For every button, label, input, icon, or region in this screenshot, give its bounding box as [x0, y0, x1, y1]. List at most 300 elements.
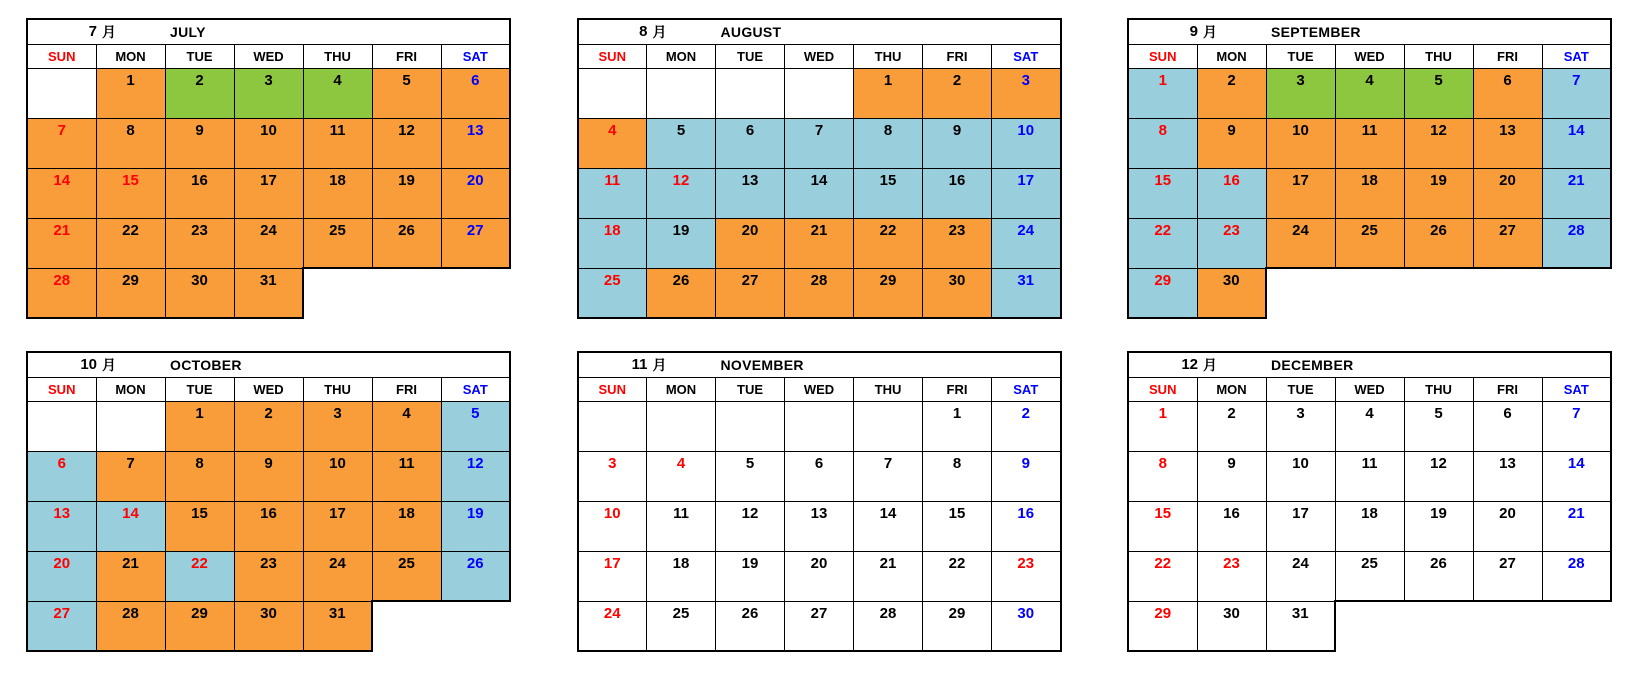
day-cell — [1542, 551, 1611, 601]
day-cell — [96, 551, 165, 601]
day-number: 16 — [1017, 504, 1035, 522]
day-cell — [854, 68, 923, 118]
day-number: 12 — [672, 171, 690, 189]
day-cell — [1128, 268, 1197, 318]
day-number: 11 — [398, 454, 415, 472]
empty-day-cell — [647, 68, 716, 118]
day-cell — [785, 268, 854, 318]
day-number: 21 — [1567, 504, 1585, 522]
day-number: 24 — [1292, 221, 1309, 239]
day-number: 22 — [948, 554, 966, 572]
day-number: 20 — [1499, 171, 1516, 189]
day-number: 7 — [1572, 404, 1581, 422]
day-cell — [716, 551, 785, 601]
day-cell — [923, 551, 992, 601]
day-number: 7 — [814, 121, 824, 139]
empty-day-cell — [96, 401, 165, 451]
day-cell — [1197, 451, 1266, 501]
day-number: 23 — [948, 221, 966, 239]
day-number: 8 — [195, 454, 204, 472]
day-cell — [1335, 168, 1404, 218]
day-number: 12 — [398, 121, 415, 139]
day-cell — [1266, 401, 1335, 451]
day-header-wed: WED — [1335, 377, 1404, 401]
day-number: 11 — [604, 171, 621, 189]
day-number: 11 — [1361, 454, 1378, 472]
day-number: 3 — [1296, 71, 1305, 89]
day-number: 28 — [1567, 554, 1585, 572]
day-number: 18 — [329, 171, 346, 189]
day-number: 30 — [948, 271, 966, 289]
day-header-fri: FRI — [372, 377, 441, 401]
day-number: 28 — [810, 271, 828, 289]
month-number: 8 — [639, 23, 648, 41]
month-title — [578, 352, 1061, 377]
day-cell — [854, 601, 923, 651]
month-kanji: 月 — [102, 356, 116, 373]
day-number: 7 — [57, 121, 66, 139]
day-cell — [303, 501, 372, 551]
month-kanji: 月 — [652, 23, 667, 40]
day-cell — [1335, 218, 1404, 268]
day-number: 16 — [948, 171, 966, 189]
day-number: 9 — [1227, 121, 1236, 139]
day-cell — [1197, 168, 1266, 218]
day-cell — [234, 401, 303, 451]
calendar-october — [26, 351, 511, 652]
empty-day-cell — [854, 401, 923, 451]
day-cell — [578, 268, 647, 318]
day-number: 5 — [471, 404, 480, 422]
day-cell — [372, 218, 441, 268]
day-number: 2 — [1227, 71, 1236, 89]
day-header-mon: MON — [1197, 44, 1266, 68]
day-cell — [923, 268, 992, 318]
day-number: 26 — [398, 221, 415, 239]
day-number: 27 — [466, 221, 484, 239]
day-cell — [27, 601, 96, 651]
day-header-tue: TUE — [716, 377, 785, 401]
day-header-wed: WED — [1335, 44, 1404, 68]
day-header-mon: MON — [1197, 377, 1266, 401]
day-header-fri: FRI — [923, 44, 992, 68]
day-number: 27 — [741, 271, 759, 289]
day-cell — [992, 218, 1061, 268]
day-number: 4 — [402, 404, 411, 422]
day-number: 8 — [126, 121, 135, 139]
day-header-sun: SUN — [27, 44, 96, 68]
day-cell — [854, 118, 923, 168]
day-cell — [372, 168, 441, 218]
day-number: 19 — [398, 171, 415, 189]
day-cell — [1266, 601, 1335, 651]
day-cell — [1128, 168, 1197, 218]
month-name-en: AUGUST — [720, 23, 782, 40]
month-kanji: 月 — [652, 356, 667, 373]
day-cell — [992, 551, 1061, 601]
day-number: 24 — [1017, 221, 1035, 239]
day-cell — [1335, 68, 1404, 118]
day-cell — [1128, 451, 1197, 501]
day-number: 28 — [122, 604, 139, 622]
day-number: 10 — [260, 121, 277, 139]
day-cell — [716, 218, 785, 268]
day-cell — [785, 451, 854, 501]
day-number: 30 — [1017, 604, 1035, 622]
day-cell — [1404, 218, 1473, 268]
day-cell — [303, 601, 372, 651]
day-number: 26 — [1430, 221, 1447, 239]
day-cell — [27, 451, 96, 501]
day-cell — [1128, 601, 1197, 651]
day-number: 19 — [466, 504, 484, 522]
day-number: 15 — [879, 171, 897, 189]
day-number: 23 — [260, 554, 277, 572]
day-cell — [1335, 501, 1404, 551]
day-header-tue: TUE — [1266, 44, 1335, 68]
day-cell — [96, 118, 165, 168]
day-number: 16 — [191, 171, 208, 189]
day-header-fri: FRI — [1473, 377, 1542, 401]
day-header-mon: MON — [647, 377, 716, 401]
day-number: 22 — [122, 221, 139, 239]
day-header-sun: SUN — [27, 377, 96, 401]
day-number: 19 — [741, 554, 759, 572]
day-cell — [992, 68, 1061, 118]
day-number: 6 — [1503, 71, 1512, 89]
day-cell — [578, 601, 647, 651]
day-cell — [27, 501, 96, 551]
day-cell — [785, 118, 854, 168]
day-number: 22 — [191, 554, 208, 572]
day-cell — [578, 451, 647, 501]
day-number: 15 — [122, 171, 139, 189]
day-number: 2 — [264, 404, 273, 422]
day-cell — [96, 268, 165, 318]
day-number: 17 — [260, 171, 277, 189]
day-number: 3 — [264, 71, 273, 89]
day-number: 19 — [1430, 171, 1447, 189]
day-number: 25 — [1361, 554, 1378, 572]
day-cell — [1266, 501, 1335, 551]
day-cell — [96, 168, 165, 218]
day-number: 25 — [603, 271, 621, 289]
day-cell — [578, 501, 647, 551]
day-number: 3 — [333, 404, 342, 422]
month-title — [578, 19, 1061, 44]
no-cell — [1404, 268, 1473, 318]
day-number: 1 — [883, 71, 893, 89]
day-cell — [1404, 168, 1473, 218]
month-number: 12 — [1181, 356, 1198, 374]
day-number: 7 — [883, 454, 893, 472]
day-cell — [1542, 218, 1611, 268]
day-header-fri: FRI — [1473, 44, 1542, 68]
day-number: 10 — [329, 454, 346, 472]
day-number: 6 — [1503, 404, 1512, 422]
day-cell — [1473, 451, 1542, 501]
no-cell — [1335, 601, 1404, 651]
day-cell — [854, 218, 923, 268]
day-cell — [1335, 551, 1404, 601]
day-number: 15 — [948, 504, 966, 522]
day-cell — [165, 501, 234, 551]
day-cell — [647, 451, 716, 501]
day-header-sat: SAT — [441, 377, 510, 401]
day-cell — [647, 168, 716, 218]
day-number: 15 — [1154, 171, 1172, 189]
day-cell — [303, 168, 372, 218]
day-number: 14 — [1567, 454, 1585, 472]
day-number: 26 — [672, 271, 690, 289]
day-number: 22 — [879, 221, 897, 239]
day-number: 25 — [329, 221, 346, 239]
day-number: 14 — [1567, 121, 1585, 139]
day-number: 10 — [1292, 121, 1309, 139]
calendar-july — [26, 18, 511, 319]
day-number: 22 — [1154, 221, 1172, 239]
day-cell — [1473, 551, 1542, 601]
day-cell — [1128, 68, 1197, 118]
day-cell — [1473, 218, 1542, 268]
day-cell — [96, 501, 165, 551]
day-number: 19 — [1430, 504, 1447, 522]
day-cell — [1266, 218, 1335, 268]
day-cell — [303, 451, 372, 501]
day-number: 29 — [1154, 604, 1172, 622]
calendar-september — [1127, 18, 1612, 319]
day-number: 11 — [329, 121, 346, 139]
day-cell — [1197, 601, 1266, 651]
day-number: 20 — [1499, 504, 1516, 522]
day-number: 1 — [1158, 404, 1167, 422]
day-number: 4 — [1365, 71, 1374, 89]
empty-day-cell — [27, 401, 96, 451]
day-number: 17 — [603, 554, 621, 572]
empty-day-cell — [785, 68, 854, 118]
day-number: 13 — [741, 171, 759, 189]
day-cell — [96, 218, 165, 268]
day-header-sat: SAT — [1542, 44, 1611, 68]
day-cell — [923, 401, 992, 451]
month-table — [577, 18, 1062, 319]
no-cell — [372, 601, 441, 651]
day-header-fri: FRI — [372, 44, 441, 68]
day-cell — [165, 68, 234, 118]
day-cell — [441, 68, 510, 118]
day-cell — [578, 168, 647, 218]
day-number: 29 — [948, 604, 966, 622]
day-number: 9 — [952, 121, 962, 139]
day-cell — [1197, 118, 1266, 168]
no-cell — [1335, 268, 1404, 318]
day-number: 13 — [1499, 121, 1516, 139]
day-cell — [372, 68, 441, 118]
day-number: 17 — [1292, 171, 1309, 189]
day-cell — [1542, 118, 1611, 168]
empty-day-cell — [785, 401, 854, 451]
day-number: 9 — [195, 121, 204, 139]
day-cell — [234, 68, 303, 118]
day-cell — [785, 168, 854, 218]
day-number: 5 — [676, 121, 686, 139]
day-cell — [716, 451, 785, 501]
day-number: 5 — [1434, 404, 1443, 422]
no-cell — [441, 601, 510, 651]
day-number: 20 — [466, 171, 484, 189]
day-number: 6 — [814, 454, 824, 472]
day-header-sun: SUN — [1128, 44, 1197, 68]
day-number: 4 — [676, 454, 686, 472]
month-number: 7 — [88, 23, 97, 41]
day-cell — [441, 218, 510, 268]
month-number: 10 — [80, 356, 97, 374]
day-cell — [1404, 68, 1473, 118]
day-header-sat: SAT — [992, 377, 1061, 401]
day-number: 6 — [471, 71, 480, 89]
day-cell — [1128, 501, 1197, 551]
day-header-wed: WED — [785, 377, 854, 401]
no-cell — [372, 268, 441, 318]
day-number: 29 — [191, 604, 208, 622]
day-number: 18 — [603, 221, 621, 239]
day-cell — [992, 601, 1061, 651]
day-cell — [1128, 218, 1197, 268]
day-number: 23 — [1017, 554, 1035, 572]
day-cell — [785, 218, 854, 268]
day-number: 30 — [1222, 271, 1240, 289]
day-number: 18 — [1361, 171, 1378, 189]
month-number: 9 — [1189, 23, 1198, 41]
month-title — [27, 352, 510, 377]
day-cell — [303, 401, 372, 451]
empty-day-cell — [647, 401, 716, 451]
day-number: 4 — [608, 121, 617, 139]
day-cell — [716, 501, 785, 551]
day-cell — [1335, 451, 1404, 501]
day-number: 12 — [466, 454, 484, 472]
month-name-en: NOVEMBER — [720, 356, 804, 373]
day-number: 17 — [329, 504, 346, 522]
day-number: 16 — [1223, 171, 1240, 189]
day-cell — [234, 451, 303, 501]
day-number: 31 — [328, 604, 346, 622]
day-cell — [441, 451, 510, 501]
month-name-en: OCTOBER — [170, 356, 242, 373]
day-number: 25 — [1361, 221, 1378, 239]
day-cell — [923, 68, 992, 118]
day-cell — [647, 118, 716, 168]
day-number: 14 — [810, 171, 828, 189]
day-header-tue: TUE — [165, 44, 234, 68]
day-cell — [1473, 501, 1542, 551]
day-number: 2 — [195, 71, 204, 89]
day-cell — [992, 401, 1061, 451]
month-number: 11 — [631, 356, 648, 374]
day-cell — [303, 551, 372, 601]
day-number: 25 — [672, 604, 690, 622]
day-cell — [647, 218, 716, 268]
day-cell — [165, 268, 234, 318]
day-cell — [1404, 118, 1473, 168]
day-number: 21 — [879, 554, 897, 572]
day-number: 24 — [260, 221, 277, 239]
day-cell — [303, 118, 372, 168]
day-number: 17 — [1017, 171, 1035, 189]
day-cell — [372, 401, 441, 451]
day-cell — [1404, 551, 1473, 601]
day-number: 31 — [1017, 271, 1035, 289]
day-cell — [716, 268, 785, 318]
day-cell — [165, 451, 234, 501]
day-number: 29 — [122, 271, 139, 289]
day-cell — [1197, 268, 1266, 318]
day-number: 5 — [745, 454, 755, 472]
day-header-wed: WED — [785, 44, 854, 68]
day-number: 1 — [195, 404, 204, 422]
day-header-tue: TUE — [716, 44, 785, 68]
no-cell — [1542, 601, 1611, 651]
month-kanji: 月 — [1203, 356, 1217, 373]
day-cell — [1404, 451, 1473, 501]
day-number: 2 — [1021, 404, 1030, 422]
day-cell — [1197, 501, 1266, 551]
day-number: 27 — [1499, 554, 1516, 572]
day-number: 27 — [1499, 221, 1516, 239]
day-cell — [1266, 168, 1335, 218]
day-cell — [96, 451, 165, 501]
day-number: 13 — [466, 121, 484, 139]
day-cell — [1266, 68, 1335, 118]
day-number: 31 — [1291, 604, 1309, 622]
day-number: 8 — [883, 121, 893, 139]
day-number: 24 — [329, 554, 346, 572]
day-number: 28 — [53, 271, 71, 289]
day-number: 23 — [191, 221, 208, 239]
day-header-thu: THU — [854, 44, 923, 68]
day-cell — [923, 501, 992, 551]
day-number: 14 — [879, 504, 897, 522]
day-cell — [854, 268, 923, 318]
day-cell — [1542, 501, 1611, 551]
day-cell — [1542, 168, 1611, 218]
day-cell — [1542, 401, 1611, 451]
day-number: 20 — [741, 221, 759, 239]
day-header-mon: MON — [96, 377, 165, 401]
day-cell — [1404, 401, 1473, 451]
empty-day-cell — [578, 68, 647, 118]
calendar-august — [577, 18, 1062, 319]
day-cell — [716, 118, 785, 168]
no-cell — [1473, 601, 1542, 651]
day-number: 13 — [810, 504, 828, 522]
month-table — [1127, 18, 1612, 319]
empty-day-cell — [716, 401, 785, 451]
day-number: 12 — [741, 504, 759, 522]
no-cell — [303, 268, 372, 318]
day-number: 18 — [672, 554, 690, 572]
day-cell — [854, 168, 923, 218]
day-number: 24 — [1292, 554, 1309, 572]
calendar-december — [1127, 351, 1612, 652]
day-cell — [27, 168, 96, 218]
day-number: 30 — [191, 271, 208, 289]
day-cell — [1473, 118, 1542, 168]
empty-day-cell — [716, 68, 785, 118]
day-number: 11 — [1361, 121, 1378, 139]
day-number: 9 — [1021, 454, 1030, 472]
day-cell — [923, 451, 992, 501]
